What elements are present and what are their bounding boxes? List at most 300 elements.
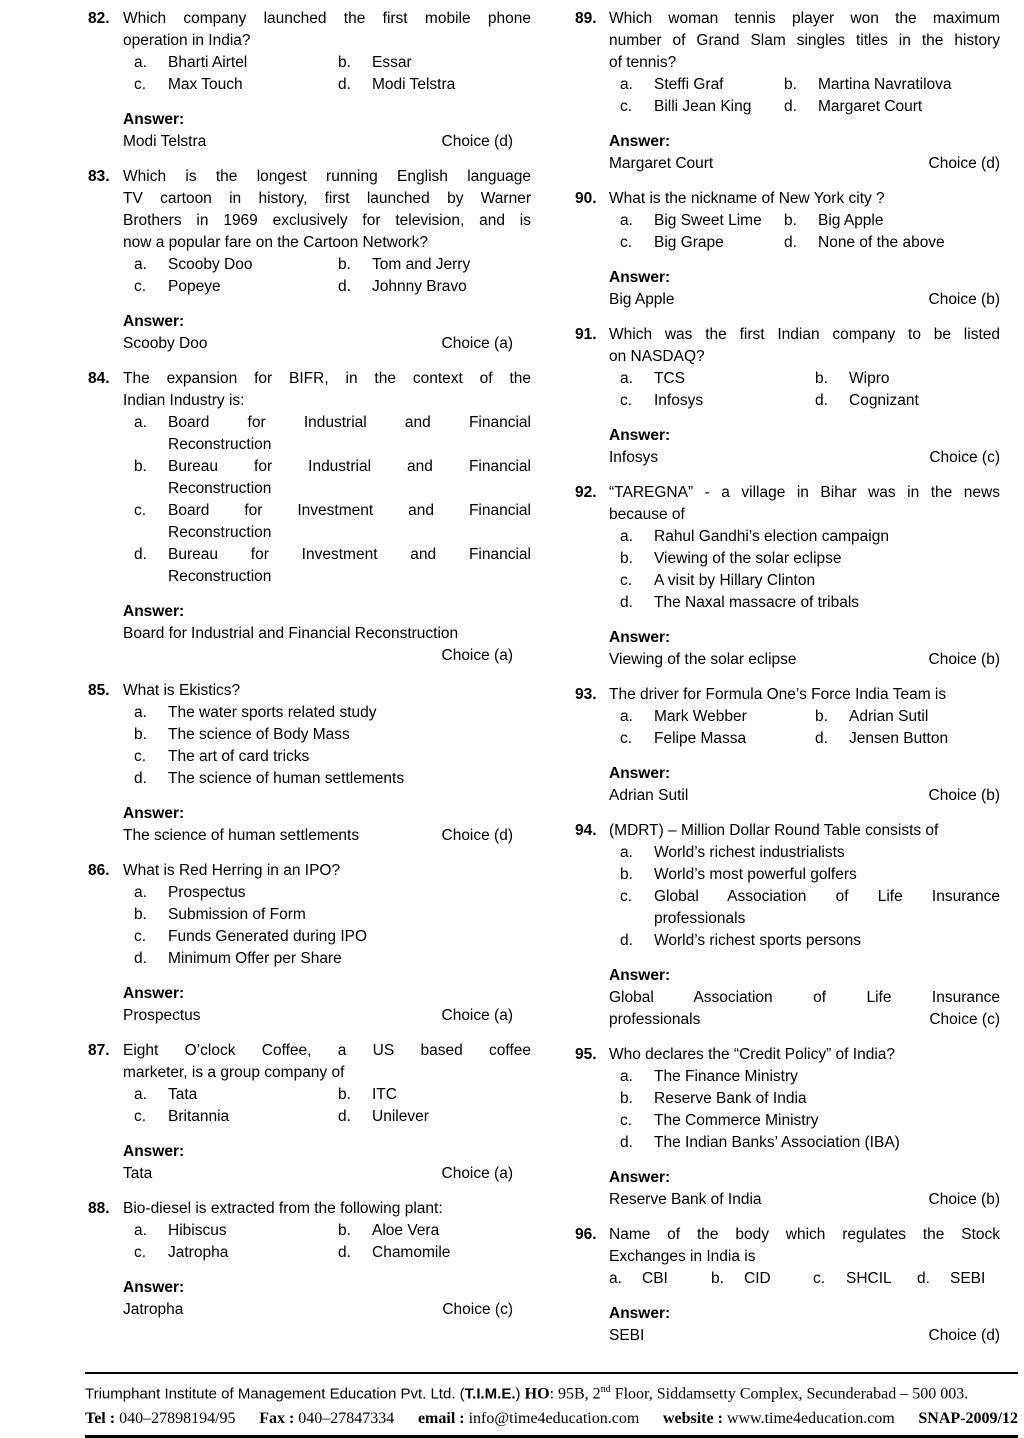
choice-label: Choice (a) (441, 647, 513, 664)
answer-text: Global Association of Life Insurance (609, 989, 1000, 1006)
answer-line (123, 131, 531, 153)
answer-section (609, 425, 1000, 469)
question-text-line: marketer, is a group company of (123, 1064, 345, 1081)
option-label: b. (338, 1086, 351, 1103)
answer-line (609, 289, 1000, 311)
option-text-line: Board for Investment and Financial (168, 502, 531, 519)
option-text: CBI (642, 1270, 668, 1287)
option-text: Margaret Court (818, 98, 923, 115)
option-row (609, 592, 1000, 614)
answer-text: Adrian Sutil (609, 787, 689, 804)
question-body (123, 368, 531, 667)
option-text (168, 412, 531, 456)
option-label: c. (620, 392, 633, 409)
answer-line (123, 1299, 531, 1321)
option-label: b. (134, 906, 147, 923)
choice-label: Choice (d) (928, 155, 1000, 172)
answer-heading: Answer: (609, 967, 671, 984)
answer-text: Viewing of the solar eclipse (609, 651, 797, 668)
option-text: World’s richest industrialists (654, 844, 845, 861)
footer-org-name: Triumphant Institute of Management Education Pvt. Ltd. ( (85, 1385, 465, 1403)
footer (85, 1372, 1018, 1438)
question-row (575, 482, 1000, 671)
choice-label: Choice (d) (441, 133, 513, 150)
option-text: SEBI (950, 1270, 986, 1287)
question-93 (575, 684, 1000, 807)
question-number: 84. (88, 370, 110, 387)
option-text-line: professionals (654, 910, 746, 927)
question-body (123, 680, 531, 847)
answer-heading: Answer: (609, 427, 671, 444)
answer-text: Tata (123, 1165, 153, 1182)
option-text: Viewing of the solar eclipse (654, 550, 842, 567)
answer-section (123, 983, 531, 1027)
answer-line (609, 447, 1000, 469)
question-body (609, 1044, 1000, 1211)
question-body (609, 8, 1000, 175)
answer-heading: Answer: (609, 269, 671, 286)
choice-label: Choice (b) (928, 651, 1000, 668)
question-text-line: What is Red Herring in an IPO? (123, 862, 341, 879)
question-84 (88, 368, 531, 667)
option-label: b. (815, 370, 828, 387)
choice-label: Choice (b) (928, 291, 1000, 308)
question-text-line: What is the nickname of New York city ? (609, 190, 885, 207)
option-label: d. (338, 278, 351, 295)
answer-heading: Answer: (123, 1143, 185, 1160)
question-body (609, 482, 1000, 671)
footer-tel-label: Tel : (85, 1410, 116, 1428)
option-text: SHCIL (846, 1270, 892, 1287)
option-text-line: Reconstruction (168, 436, 272, 453)
question-row (575, 684, 1000, 807)
answer-section (609, 267, 1000, 311)
question-text-line: TV cartoon in history, first launched by Warner (123, 190, 531, 207)
answer-heading: Answer: (123, 603, 185, 620)
option-label: a. (620, 708, 633, 725)
answer-line (609, 785, 1000, 807)
answer-text: SEBI (609, 1327, 645, 1344)
option-text: Steffi Graf (654, 76, 724, 93)
option-label: d. (134, 950, 147, 967)
answer-heading: Answer: (609, 1169, 671, 1186)
option-text: Mark Webber (654, 708, 747, 725)
answer-text: Infosys (609, 449, 659, 466)
option-label: a. (620, 212, 633, 229)
question-text-line: Exchanges in India is (609, 1248, 756, 1265)
choice-label: Choice (c) (442, 1301, 513, 1318)
option-row (123, 276, 531, 298)
question-96 (575, 1224, 1000, 1347)
answer-section (609, 131, 1000, 175)
question-text-line: because of (609, 506, 685, 523)
option-text: Modi Telstra (372, 76, 456, 93)
option-row (609, 232, 1000, 254)
option-label: c. (620, 572, 633, 589)
answer-heading: Answer: (123, 313, 185, 330)
option-label: d. (784, 234, 797, 251)
question-text-line: “TAREGNA” - a village in Bihar was in the news (609, 484, 1000, 501)
option-label: a. (134, 54, 147, 71)
option-text: Max Touch (168, 76, 243, 93)
option-row (609, 930, 1000, 952)
option-text (654, 886, 1000, 930)
option-label: a. (134, 414, 147, 431)
option-text: A visit by Hillary Clinton (654, 572, 816, 589)
option-text-line: Bureau for Industrial and Financial (168, 458, 531, 475)
question-row (575, 8, 1000, 175)
choice-label: Choice (b) (928, 787, 1000, 804)
option-row (609, 96, 1000, 118)
option-text: Martina Navratilova (818, 76, 952, 93)
option-text: ITC (372, 1086, 397, 1103)
answer-text: Modi Telstra (123, 133, 207, 150)
question-body (609, 684, 1000, 807)
footer-address-pre: : 95B, 2 (549, 1385, 601, 1403)
option-text: World’s most powerful golfers (654, 866, 857, 883)
choice-label: Choice (b) (928, 1191, 1000, 1208)
option-text: Prospectus (168, 884, 246, 901)
option-row (123, 456, 531, 500)
option-text: Tom and Jerry (372, 256, 471, 273)
option-text: Aloe Vera (372, 1222, 440, 1239)
column-left (88, 8, 531, 1334)
footer-address-ordinal: nd (600, 1384, 611, 1395)
question-88 (88, 1198, 531, 1321)
question-text-line: Eight O’clock Coffee, a US based coffee (123, 1042, 531, 1059)
option-row (123, 254, 531, 276)
option-text: Cognizant (849, 392, 919, 409)
option-label: b. (338, 1222, 351, 1239)
answer-text: Jatropha (123, 1301, 184, 1318)
option-row (609, 526, 1000, 548)
question-text-line: Which woman tennis player won the maximum (609, 10, 1000, 27)
option-label: d. (815, 392, 828, 409)
option-label: b. (134, 458, 147, 475)
option-label: b. (815, 708, 828, 725)
question-body (123, 1198, 531, 1321)
question-number: 95. (575, 1046, 597, 1063)
question-row (575, 1044, 1000, 1211)
footer-tel-value: 040–27898194/95 (119, 1410, 236, 1428)
footer-paper-code: SNAP-2009/12 (918, 1410, 1018, 1428)
option-text: Minimum Offer per Share (168, 950, 342, 967)
option-label: c. (134, 748, 147, 765)
option-label: a. (620, 1068, 633, 1085)
option-row (609, 1066, 1000, 1088)
footer-line-1 (85, 1377, 1018, 1406)
option-row (123, 500, 531, 544)
option-label: d. (338, 76, 351, 93)
choice-label: Choice (a) (441, 1007, 513, 1024)
option-label: a. (134, 884, 147, 901)
question-94 (575, 820, 1000, 1031)
option-label: d. (338, 1108, 351, 1125)
option-text: The art of card tricks (168, 748, 310, 765)
footer-fax-value: 040–27847334 (298, 1410, 395, 1428)
question-body (123, 860, 531, 1027)
option-label: b. (784, 76, 797, 93)
answer-section (609, 763, 1000, 807)
answer-text: The science of human settlements (123, 827, 360, 844)
option-label: b. (620, 550, 633, 567)
option-label: b. (338, 54, 351, 71)
option-text: The Finance Ministry (654, 1068, 798, 1085)
question-text-line: Indian Industry is: (123, 392, 245, 409)
option-text: Popeye (168, 278, 221, 295)
question-row (88, 166, 531, 355)
option-label: b. (620, 866, 633, 883)
column-right (575, 8, 1000, 1360)
question-number: 88. (88, 1200, 110, 1217)
option-row (123, 768, 531, 790)
option-text (168, 500, 531, 544)
question-row (88, 680, 531, 847)
option-row (123, 724, 531, 746)
answer-heading: Answer: (609, 1305, 671, 1322)
option-text: Wipro (849, 370, 890, 387)
question-number: 90. (575, 190, 597, 207)
question-row (88, 1198, 531, 1321)
option-label: c. (813, 1270, 826, 1287)
option-text: CID (744, 1270, 771, 1287)
question-text-line: Bio-diesel is extracted from the following plant: (123, 1200, 443, 1217)
option-row (609, 1132, 1000, 1154)
option-label: d. (784, 98, 797, 115)
question-89 (575, 8, 1000, 175)
question-text-line: of tennis? (609, 54, 677, 71)
question-number: 94. (575, 822, 597, 839)
option-label: a. (134, 1086, 147, 1103)
option-row (123, 52, 531, 74)
option-text: None of the above (818, 234, 945, 251)
question-text-line: now a popular fare on the Cartoon Network? (123, 234, 429, 251)
question-text-line: on NASDAQ? (609, 348, 705, 365)
question-body (609, 1224, 1000, 1347)
option-text: World’s richest sports persons (654, 932, 862, 949)
option-row (123, 746, 531, 768)
option-row (123, 926, 531, 948)
option-label: a. (620, 76, 633, 93)
option-label: b. (711, 1270, 724, 1287)
option-text-line: Reconstruction (168, 568, 272, 585)
option-text: Scooby Doo (168, 256, 253, 273)
option-label: d. (620, 1134, 633, 1151)
answer-line (123, 825, 531, 847)
option-text: Submission of Form (168, 906, 306, 923)
option-row (609, 368, 1000, 390)
question-body (123, 8, 531, 153)
option-row (123, 948, 531, 970)
question-number: 85. (88, 682, 110, 699)
footer-line-2 (85, 1406, 1018, 1431)
question-number: 89. (575, 10, 597, 27)
question-number: 91. (575, 326, 597, 343)
question-text-line: Which was the first Indian company to be listed (609, 326, 1000, 343)
answer-heading: Answer: (609, 133, 671, 150)
answer-text: Margaret Court (609, 155, 714, 172)
footer-email (418, 1406, 639, 1431)
question-text-line: number of Grand Slam singles titles in the history (609, 32, 1000, 49)
option-text (168, 544, 531, 588)
option-text: Billi Jean King (654, 98, 752, 115)
option-text-line: Bureau for Investment and Financial (168, 546, 531, 563)
question-row (575, 324, 1000, 469)
option-text: Rahul Gandhi’s election campaign (654, 528, 889, 545)
question-number: 83. (88, 168, 110, 185)
question-number: 86. (88, 862, 110, 879)
option-label: d. (134, 546, 147, 563)
option-row (609, 1088, 1000, 1110)
option-label: d. (620, 594, 633, 611)
question-number: 93. (575, 686, 597, 703)
answer-line (123, 333, 531, 355)
option-row (123, 1106, 531, 1128)
option-label: b. (338, 256, 351, 273)
answer-line (609, 1189, 1000, 1211)
question-85 (88, 680, 531, 847)
option-text: Unilever (372, 1108, 429, 1125)
option-text: Big Sweet Lime (654, 212, 762, 229)
choice-label: Choice (a) (441, 1165, 513, 1182)
footer-tel (85, 1406, 236, 1431)
option-row (609, 548, 1000, 570)
question-90 (575, 188, 1000, 311)
answer-text: Big Apple (609, 291, 675, 308)
question-86 (88, 860, 531, 1027)
option-row (123, 544, 531, 588)
answer-heading: Answer: (123, 1279, 185, 1296)
footer-address-post: Floor, Siddamsetty Complex, Secunderabad – 500 003. (610, 1385, 969, 1403)
option-label: a. (620, 844, 633, 861)
option-text: Tata (168, 1086, 198, 1103)
choice-label: Choice (d) (441, 827, 513, 844)
option-text: Big Apple (818, 212, 884, 229)
footer-website-label: website : (662, 1410, 723, 1428)
question-number: 96. (575, 1226, 597, 1243)
option-label: a. (609, 1270, 622, 1287)
option-label: a. (134, 704, 147, 721)
option-row (123, 702, 531, 724)
option-text: Adrian Sutil (849, 708, 929, 725)
option-text-line: Reconstruction (168, 480, 272, 497)
answer-section (609, 1303, 1000, 1347)
option-text: Chamomile (372, 1244, 451, 1261)
answer-line (609, 1325, 1000, 1347)
question-number: 92. (575, 484, 597, 501)
option-row (609, 864, 1000, 886)
option-text: Jatropha (168, 1244, 229, 1261)
option-label: c. (134, 278, 147, 295)
answer-line (609, 649, 1000, 671)
option-row (609, 390, 1000, 412)
option-label: c. (134, 1244, 147, 1261)
question-row (575, 820, 1000, 1031)
question-body (609, 324, 1000, 469)
question-91 (575, 324, 1000, 469)
option-label: d. (815, 730, 828, 747)
question-text-line: The driver for Formula One’s Force India Team is (609, 686, 947, 703)
footer-website (663, 1406, 895, 1431)
footer-fax (259, 1406, 394, 1431)
option-row (609, 728, 1000, 750)
answer-section (123, 109, 531, 153)
answer-line (123, 1163, 531, 1185)
option-label: d. (134, 770, 147, 787)
question-row (575, 188, 1000, 311)
option-row (609, 842, 1000, 864)
option-label: d. (338, 1244, 351, 1261)
option-row (609, 886, 1000, 930)
answer-text: Reserve Bank of India (609, 1191, 762, 1208)
answer-heading: Answer: (123, 111, 185, 128)
answer-section (123, 1141, 531, 1185)
option-text: The Indian Banks’ Association (IBA) (654, 1134, 900, 1151)
question-text-line: Which company launched the first mobile phone (123, 10, 531, 27)
option-row (123, 1084, 531, 1106)
option-text: Britannia (168, 1108, 230, 1125)
option-label: c. (134, 76, 147, 93)
answer-text: Board for Industrial and Financial Reconstruction (123, 625, 459, 642)
question-text-line: Brothers in 1969 exclusively for television, and is (123, 212, 531, 229)
choice-label: Choice (c) (929, 449, 1000, 466)
option-text: Johnny Bravo (372, 278, 467, 295)
answer-section (609, 627, 1000, 671)
question-text-line: Name of the body which regulates the Stock (609, 1226, 1000, 1243)
question-text-line: (MDRT) – Million Dollar Round Table consists of (609, 822, 939, 839)
question-row (88, 368, 531, 667)
answer-text: Scooby Doo (123, 335, 208, 352)
question-number: 87. (88, 1042, 110, 1059)
option-label: b. (134, 726, 147, 743)
option-text: Reserve Bank of India (654, 1090, 807, 1107)
option-row (123, 412, 531, 456)
option-text: Funds Generated during IPO (168, 928, 368, 945)
choice-label: Choice (a) (441, 335, 513, 352)
question-body (123, 1040, 531, 1185)
option-row (123, 904, 531, 926)
question-row (88, 8, 531, 153)
option-text: TCS (654, 370, 685, 387)
option-text: The science of human settlements (168, 770, 405, 787)
option-text: The science of Body Mass (168, 726, 350, 743)
question-row (575, 1224, 1000, 1347)
answer-section (609, 965, 1000, 1031)
question-body (609, 188, 1000, 311)
option-text: The Commerce Ministry (654, 1112, 819, 1129)
option-row (123, 1220, 531, 1242)
option-row (609, 210, 1000, 232)
option-label: c. (620, 888, 633, 905)
answer-text: Prospectus (123, 1007, 201, 1024)
option-label: a. (620, 370, 633, 387)
question-text-line: Who declares the “Credit Policy” of India? (609, 1046, 896, 1063)
option-label: c. (134, 1108, 147, 1125)
option-row (123, 1242, 531, 1264)
option-label: d. (620, 932, 633, 949)
option-label: c. (134, 502, 147, 519)
answer-heading: Answer: (609, 765, 671, 782)
option-text: Essar (372, 54, 412, 71)
option-label: c. (620, 1112, 633, 1129)
answer-line (609, 1009, 1000, 1031)
option-text: The water sports related study (168, 704, 377, 721)
question-text-line: operation in India? (123, 32, 251, 49)
question-body (609, 820, 1000, 1031)
option-row (609, 1110, 1000, 1132)
option-label: d. (917, 1270, 930, 1287)
answer-section (123, 1277, 531, 1321)
